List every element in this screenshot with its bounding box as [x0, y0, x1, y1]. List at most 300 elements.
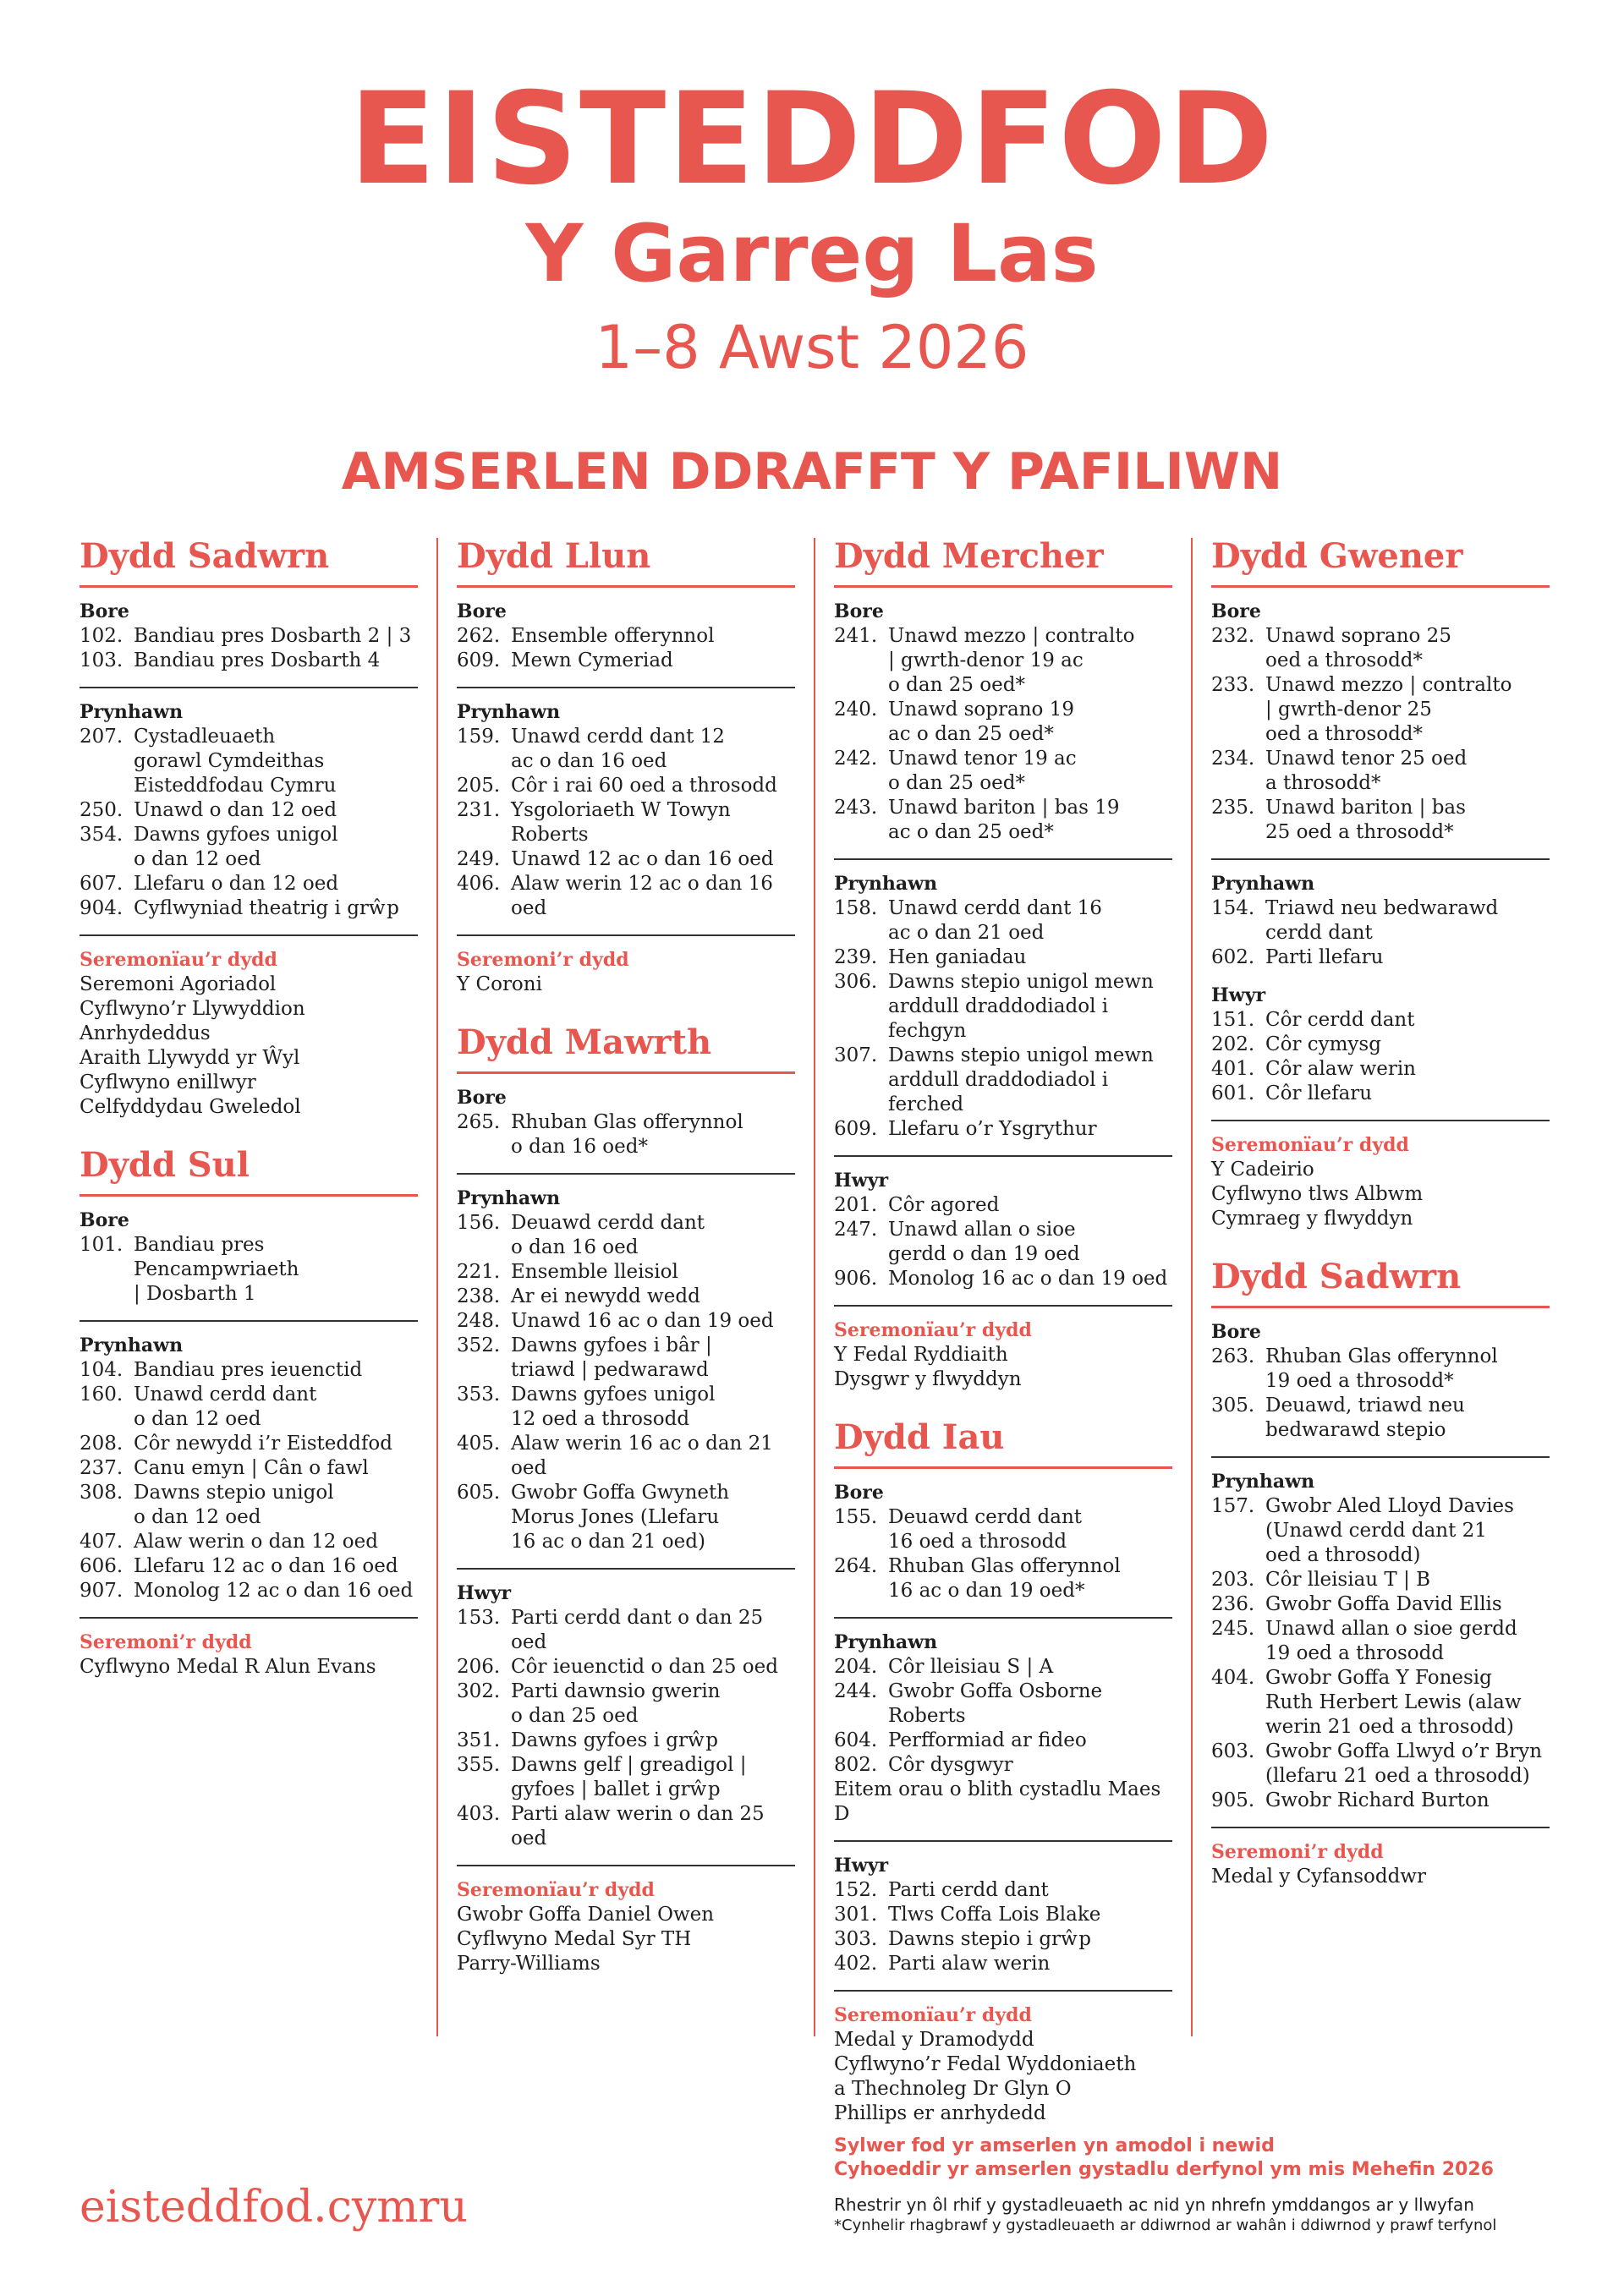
- competition-name: Dawns stepio unigol mewn arddull draddodiadol i ferched: [888, 1044, 1154, 1115]
- competition-number: 354.: [80, 824, 123, 846]
- session-block: [834, 1481, 1172, 1619]
- competition-number: 609.: [457, 649, 501, 671]
- competition-name: Unawd soprano 19 ac o dan 25 oed*: [888, 699, 1074, 745]
- competition-item: [1211, 796, 1550, 845]
- competition-name: Monolog 12 ac o dan 16 oed: [134, 1580, 414, 1602]
- ceremony-line: Cyflwyno tlws Albwm: [1211, 1183, 1424, 1205]
- competition-item: [834, 1927, 1172, 1952]
- competition-item: [1211, 896, 1550, 945]
- competition-name: Cystadleuaeth gorawl Cymdeithas Eisteddfodau Cymru: [134, 726, 337, 797]
- session-extra-note: Eitem orau o blith cystadlu Maes D: [834, 1778, 1161, 1825]
- competition-number: 401.: [1211, 1058, 1255, 1080]
- competition-item: [457, 1285, 795, 1309]
- ceremony-line: Cyflwyno Medal R Alun Evans: [80, 1656, 376, 1678]
- competition-item: [457, 1211, 795, 1260]
- competition-number: 234.: [1211, 748, 1255, 770]
- competition-number: 302.: [457, 1680, 501, 1702]
- competition-name: Dawns gyfoes unigol 12 oed a throsodd: [511, 1384, 716, 1430]
- competition-name: Alaw werin o dan 12 oed: [134, 1531, 378, 1553]
- competition-item: [457, 1481, 795, 1554]
- competition-number: 603.: [1211, 1740, 1255, 1762]
- competition-name: Bandiau pres Dosbarth 4: [134, 649, 381, 671]
- competition-name: Parti dawnsio gwerin o dan 25 oed: [511, 1680, 721, 1727]
- session-title: Prynhawn: [834, 873, 938, 895]
- session-block: [1211, 872, 1550, 984]
- competition-name: Unawd 12 ac o dan 16 oed: [511, 848, 774, 870]
- competition-number: 402.: [834, 1953, 878, 1975]
- competition-name: Mewn Cymeriad: [511, 649, 673, 671]
- competition-number: 264.: [834, 1555, 878, 1577]
- competition-name: Côr ieuenctid o dan 25 oed: [511, 1656, 778, 1678]
- day-heading: Dydd Sul: [80, 1143, 418, 1197]
- competition-name: Côr i rai 60 oed a throsodd: [511, 775, 777, 797]
- competition-name: Alaw werin 16 ac o dan 21 oed: [511, 1433, 773, 1479]
- column-2: [457, 534, 795, 1983]
- competition-number: 263.: [1211, 1345, 1255, 1367]
- competition-item: [80, 872, 418, 896]
- ceremony-line: Celfyddydau Gweledol: [80, 1096, 301, 1118]
- ceremony-block: [834, 2003, 1172, 2126]
- competition-item: [457, 847, 795, 872]
- competition-item: [1211, 747, 1550, 796]
- session-title: Bore: [1211, 1321, 1261, 1343]
- session-title: Bore: [834, 1482, 884, 1504]
- competition-item: [80, 624, 418, 649]
- competition-number: 154.: [1211, 897, 1255, 919]
- competition-item: [457, 1802, 795, 1851]
- competition-item: [1211, 1592, 1550, 1617]
- competition-item: [80, 896, 418, 921]
- competition-name: Ensemble lleisiol: [511, 1261, 678, 1283]
- ceremony-line: Cymraeg y flwyddyn: [1211, 1208, 1413, 1230]
- competition-name: Dawns stepio unigol o dan 12 oed: [134, 1482, 334, 1528]
- competition-name: Canu emyn | Cân o fawl: [134, 1457, 369, 1479]
- competition-number: 802.: [834, 1754, 878, 1776]
- competition-name: Bandiau pres ieuenctid: [134, 1359, 363, 1381]
- competition-number: 232.: [1211, 625, 1255, 647]
- competition-item: [457, 1334, 795, 1383]
- session-title: Bore: [1211, 600, 1261, 622]
- competition-name: Dawns gyfoes i bâr | triawd | pedwarawd: [511, 1334, 712, 1381]
- competition-item: [80, 1233, 418, 1307]
- ceremony-block: [1211, 1133, 1550, 1231]
- ceremony-title: Seremonïau’r dydd: [834, 2004, 1032, 2026]
- competition-number: 201.: [834, 1194, 878, 1216]
- competition-number: 153.: [457, 1607, 501, 1629]
- competition-item: [834, 698, 1172, 747]
- session-title: Bore: [457, 1087, 507, 1109]
- ceremony-title: Seremoni’r dydd: [80, 1631, 252, 1653]
- ceremony-block: [1211, 1840, 1550, 1889]
- competition-item: [834, 1952, 1172, 1976]
- competition-number: 247.: [834, 1219, 878, 1241]
- ceremony-title: Seremoni’r dydd: [457, 949, 629, 971]
- competition-item: [834, 1044, 1172, 1117]
- day-heading: Dydd Iau: [834, 1416, 1172, 1469]
- session-title: Prynhawn: [80, 1334, 184, 1356]
- competition-name: Unawd mezzo | contralto | gwrth-denor 19 ac o dan 25 oed*: [888, 625, 1135, 696]
- competition-item: [1211, 1394, 1550, 1443]
- competition-number: 157.: [1211, 1495, 1255, 1517]
- competition-item: [1211, 1008, 1550, 1033]
- competition-number: 160.: [80, 1384, 123, 1406]
- competition-number: 403.: [457, 1803, 501, 1825]
- ceremony-line: Y Coroni: [457, 973, 542, 995]
- website-link[interactable]: eisteddfod.cymru: [80, 2182, 468, 2233]
- session-title: Prynhawn: [834, 1631, 938, 1653]
- competition-number: 249.: [457, 848, 501, 870]
- session-block: [457, 700, 795, 936]
- session-block: [1211, 1470, 1550, 1828]
- competition-number: 406.: [457, 873, 501, 895]
- competition-name: Parti cerdd dant: [888, 1879, 1049, 1901]
- competition-name: Unawd cerdd dant o dan 12 oed: [134, 1384, 317, 1430]
- ceremony-line: Y Fedal Ryddiaith: [834, 1344, 1008, 1366]
- competition-name: Gwobr Goffa Gwyneth Morus Jones (Llefaru 16 ac o dan 21 oed): [511, 1482, 730, 1553]
- competition-number: 306.: [834, 971, 878, 993]
- ceremony-title: Seremoni’r dydd: [1211, 1841, 1384, 1863]
- competition-number: 905.: [1211, 1789, 1255, 1811]
- ceremony-line: Phillips er anrhydedd: [834, 2102, 1046, 2124]
- competition-number: 239.: [834, 946, 878, 968]
- competition-name: Unawd allan o sioe gerdd o dan 19 oed: [888, 1219, 1080, 1265]
- competition-number: 240.: [834, 699, 878, 721]
- competition-name: Parti llefaru: [1265, 946, 1384, 968]
- competition-number: 606.: [80, 1555, 123, 1577]
- competition-number: 904.: [80, 897, 123, 919]
- competition-name: Ar ei newydd wedd: [511, 1285, 700, 1307]
- competition-name: Rhuban Glas offerynnol o dan 16 oed*: [511, 1111, 743, 1158]
- session-title: Bore: [834, 600, 884, 622]
- competition-number: 155.: [834, 1506, 878, 1528]
- competition-item: [834, 1505, 1172, 1554]
- schedule-title: AMSERLEN DDRAFFT Y PAFILIWN: [341, 442, 1283, 501]
- session-block: [1211, 984, 1550, 1121]
- competition-number: 204.: [834, 1656, 878, 1678]
- ceremony-block: [457, 948, 795, 997]
- competition-number: 206.: [457, 1656, 501, 1678]
- session-title: Hwyr: [834, 1855, 889, 1877]
- competition-name: Bandiau pres Pencampwriaeth | Dosbarth 1: [134, 1234, 299, 1305]
- competition-item: [834, 747, 1172, 796]
- competition-item: [457, 1309, 795, 1334]
- competition-item: [1211, 1057, 1550, 1082]
- competition-item: [80, 1383, 418, 1432]
- competition-item: [1211, 1082, 1550, 1106]
- competition-number: 906.: [834, 1268, 878, 1290]
- competition-number: 236.: [1211, 1593, 1255, 1615]
- competition-name: Gwobr Goffa Osborne Roberts: [888, 1680, 1103, 1727]
- competition-item: [80, 1456, 418, 1481]
- ceremony-line: Cyflwyno’r Fedal Wyddoniaeth: [834, 2053, 1137, 2075]
- competition-number: 242.: [834, 748, 878, 770]
- competition-number: 151.: [1211, 1009, 1255, 1031]
- competition-name: Gwobr Goffa Y Fonesig Ruth Herbert Lewis (alaw werin 21 oed a throsodd): [1265, 1667, 1522, 1738]
- competition-number: 609.: [834, 1118, 878, 1140]
- competition-name: Unawd tenor 19 ac o dan 25 oed*: [888, 748, 1077, 794]
- competition-item: [457, 1655, 795, 1680]
- ceremony-block: [80, 948, 418, 1120]
- competition-name: Unawd allan o sioe gerdd 19 oed a throsodd: [1265, 1618, 1517, 1664]
- competition-item: [457, 798, 795, 847]
- column-divider: [436, 538, 438, 2036]
- competition-number: 231.: [457, 799, 501, 821]
- competition-number: 245.: [1211, 1618, 1255, 1640]
- competition-number: 265.: [457, 1111, 501, 1133]
- competition-number: 104.: [80, 1359, 123, 1381]
- ceremony-line: Medal y Dramodydd: [834, 2029, 1034, 2051]
- ceremony-block: [457, 1878, 795, 1976]
- competition-name: Côr cymysg: [1265, 1033, 1381, 1055]
- competition-number: 250.: [80, 799, 123, 821]
- note-preliminary: *Cynhelir rhagbrawf y gystadleuaeth ar ddiwrnod ar wahân i ddiwrnod y prawf terfynol: [834, 2217, 1497, 2234]
- competition-number: 907.: [80, 1580, 123, 1602]
- competition-number: 203.: [1211, 1569, 1255, 1591]
- competition-name: Côr agored: [888, 1194, 1000, 1216]
- competition-item: [834, 1554, 1172, 1603]
- session-block: [1211, 1320, 1550, 1458]
- competition-name: Gwobr Aled Lloyd Davies (Unawd cerdd dant 21 oed a throsodd): [1265, 1495, 1514, 1566]
- session-block: [80, 1334, 418, 1619]
- day-heading: Dydd Mercher: [834, 534, 1172, 588]
- session-title: Hwyr: [1211, 984, 1266, 1006]
- competition-name: Llefaru o dan 12 oed: [134, 873, 339, 895]
- competition-name: Monolog 16 ac o dan 19 oed: [888, 1268, 1168, 1290]
- competition-name: Parti alaw werin: [888, 1953, 1051, 1975]
- competition-number: 241.: [834, 625, 878, 647]
- day-heading: Dydd Mawrth: [457, 1021, 795, 1074]
- competition-item: [834, 796, 1172, 845]
- competition-number: 205.: [457, 775, 501, 797]
- competition-number: 605.: [457, 1482, 501, 1504]
- session-title: Prynhawn: [80, 701, 184, 723]
- competition-item: [834, 1903, 1172, 1927]
- ceremony-line: Araith Llywydd yr Ŵyl: [80, 1047, 300, 1069]
- competition-number: 238.: [457, 1285, 501, 1307]
- competition-name: Rhuban Glas offerynnol 16 ac o dan 19 oed*: [888, 1555, 1121, 1602]
- ceremony-block: [834, 1318, 1172, 1392]
- competition-item: [1211, 1789, 1550, 1813]
- competition-item: [834, 1655, 1172, 1680]
- ceremony-title: Seremonïau’r dydd: [457, 1879, 655, 1901]
- competition-number: 244.: [834, 1680, 878, 1702]
- competition-number: 103.: [80, 649, 123, 671]
- session-block: [80, 1208, 418, 1322]
- competition-number: 352.: [457, 1334, 501, 1356]
- competition-name: Llefaru o’r Ysgrythur: [888, 1118, 1097, 1140]
- competition-item: [1211, 1740, 1550, 1789]
- competition-name: Côr lleisiau S | A: [888, 1656, 1054, 1678]
- competition-name: Unawd tenor 25 oed a throsodd*: [1265, 748, 1468, 794]
- session-title: Prynhawn: [457, 701, 561, 723]
- competition-item: [1211, 1666, 1550, 1740]
- competition-number: 102.: [80, 625, 123, 647]
- session-block: [834, 1630, 1172, 1842]
- competition-number: 248.: [457, 1310, 501, 1332]
- competition-number: 602.: [1211, 946, 1255, 968]
- competition-name: Ensemble offerynnol: [511, 625, 715, 647]
- competition-item: [834, 1729, 1172, 1753]
- competition-item: [80, 823, 418, 872]
- session-title: Hwyr: [834, 1170, 889, 1192]
- competition-name: Unawd soprano 25 oed a throsodd*: [1265, 625, 1451, 671]
- competition-name: Unawd cerdd dant 16 ac o dan 21 oed: [888, 897, 1102, 944]
- competition-name: Triawd neu bedwarawd cerdd dant: [1265, 897, 1499, 944]
- session-title: Bore: [457, 600, 507, 622]
- competition-number: 355.: [457, 1754, 501, 1776]
- competition-name: Dawns stepio i grŵp: [888, 1928, 1092, 1950]
- competition-item: [80, 1530, 418, 1554]
- place-title: Y Garreg Las: [525, 208, 1099, 300]
- competition-number: 262.: [457, 625, 501, 647]
- competition-item: [457, 1680, 795, 1729]
- competition-item: [457, 1729, 795, 1753]
- competition-item: [1211, 1345, 1550, 1394]
- competition-item: [457, 1260, 795, 1285]
- competition-number: 404.: [1211, 1667, 1255, 1689]
- competition-name: Unawd bariton | bas 19 ac o dan 25 oed*: [888, 797, 1120, 843]
- competition-number: 407.: [80, 1531, 123, 1553]
- session-block: [834, 600, 1172, 860]
- day-heading: Dydd Llun: [457, 534, 795, 588]
- competition-number: 156.: [457, 1212, 501, 1234]
- competition-item: [457, 1753, 795, 1802]
- competition-item: [1211, 1494, 1550, 1568]
- competition-item: [834, 1218, 1172, 1267]
- ceremony-line: Seremoni Agoriadol: [80, 973, 277, 995]
- column-divider: [814, 538, 815, 2036]
- competition-name: Deuawd cerdd dant 16 oed a throsodd: [888, 1506, 1083, 1553]
- ceremony-line: Cyflwyno Medal Syr TH: [457, 1928, 692, 1950]
- event-dates: 1–8 Awst 2026: [595, 313, 1029, 382]
- competition-item: [80, 1358, 418, 1383]
- session-block: [80, 600, 418, 688]
- competition-name: Parti alaw werin o dan 25 oed: [511, 1803, 765, 1849]
- brand-title: EISTEDDFOD: [348, 66, 1276, 213]
- competition-name: Dawns gelf | greadigol | gyfoes | ballet i grŵp: [511, 1754, 747, 1800]
- competition-item: [834, 1680, 1172, 1729]
- competition-item: [457, 1110, 795, 1159]
- competition-number: 353.: [457, 1384, 501, 1406]
- competition-number: 152.: [834, 1879, 878, 1901]
- competition-item: [834, 1878, 1172, 1903]
- competition-name: Rhuban Glas offerynnol 19 oed a throsodd*: [1265, 1345, 1498, 1392]
- competition-name: Gwobr Goffa Llwyd o’r Bryn (llefaru 21 oed a throsodd): [1265, 1740, 1543, 1787]
- day-heading: Dydd Sadwrn: [1211, 1255, 1550, 1308]
- ceremony-block: [80, 1630, 418, 1680]
- competition-item: [1211, 1033, 1550, 1057]
- competition-number: 303.: [834, 1928, 878, 1950]
- competition-number: 301.: [834, 1904, 878, 1926]
- competition-number: 237.: [80, 1457, 123, 1479]
- session-title: Prynhawn: [1211, 1471, 1315, 1493]
- competition-item: [457, 1383, 795, 1432]
- competition-item: [1211, 1568, 1550, 1592]
- note-final-schedule: Cyhoeddir yr amserlen gystadlu derfynol ym mis Mehefin 2026: [834, 2159, 1494, 2180]
- column-3: [834, 534, 1172, 2133]
- competition-item: [457, 774, 795, 798]
- competition-name: Dawns stepio unigol mewn arddull draddodiadol i fechgyn: [888, 971, 1154, 1042]
- competition-number: 607.: [80, 873, 123, 895]
- session-block: [834, 1169, 1172, 1307]
- competition-item: [80, 1432, 418, 1456]
- session-title: Prynhawn: [457, 1187, 561, 1209]
- competition-number: 243.: [834, 797, 878, 819]
- competition-item: [80, 798, 418, 823]
- ceremony-line: Anrhydeddus: [80, 1022, 211, 1044]
- session-title: Bore: [80, 1209, 129, 1231]
- competition-number: 351.: [457, 1729, 501, 1751]
- column-4: [1211, 534, 1550, 1896]
- session-block: [457, 1186, 795, 1570]
- competition-name: Côr newydd i’r Eisteddfod: [134, 1433, 392, 1455]
- session-title: Hwyr: [457, 1582, 512, 1604]
- competition-name: Unawd bariton | bas 25 oed a throsodd*: [1265, 797, 1466, 843]
- competition-number: 221.: [457, 1261, 501, 1283]
- competition-item: [1211, 624, 1550, 673]
- competition-item: [457, 624, 795, 649]
- competition-number: 158.: [834, 897, 878, 919]
- competition-item: [80, 1481, 418, 1530]
- competition-number: 307.: [834, 1044, 878, 1066]
- ceremony-line: Gwobr Goffa Daniel Owen: [457, 1904, 715, 1926]
- competition-item: [834, 1267, 1172, 1291]
- competition-name: Côr cerdd dant: [1265, 1009, 1415, 1031]
- competition-name: Unawd o dan 12 oed: [134, 799, 337, 821]
- column-1: [80, 534, 418, 1686]
- competition-name: Côr lleisiau T | B: [1265, 1569, 1431, 1591]
- competition-number: 305.: [1211, 1395, 1255, 1417]
- ceremony-line: Dysgwr y flwyddyn: [834, 1368, 1022, 1390]
- competition-number: 207.: [80, 726, 123, 748]
- ceremony-title: Seremonïau’r dydd: [1211, 1134, 1409, 1156]
- session-block: [80, 700, 418, 936]
- session-block: [834, 1854, 1172, 1992]
- competition-number: 159.: [457, 726, 501, 748]
- column-divider: [1191, 538, 1193, 2036]
- competition-number: 601.: [1211, 1082, 1255, 1104]
- competition-number: 604.: [834, 1729, 878, 1751]
- session-title: Bore: [80, 600, 129, 622]
- ceremony-title: Seremonïau’r dydd: [834, 1319, 1032, 1341]
- competition-number: 233.: [1211, 674, 1255, 696]
- competition-item: [457, 1606, 795, 1655]
- competition-name: Llefaru 12 ac o dan 16 oed: [134, 1555, 398, 1577]
- ceremony-line: Cyflwyno enillwyr: [80, 1071, 256, 1093]
- ceremony-line: Y Cadeirio: [1211, 1159, 1314, 1181]
- competition-name: Parti cerdd dant o dan 25 oed: [511, 1607, 764, 1653]
- competition-item: [834, 624, 1172, 698]
- ceremony-line: Parry-Williams: [457, 1953, 601, 1975]
- competition-name: Tlws Coffa Lois Blake: [888, 1904, 1101, 1926]
- competition-name: Hen ganiadau: [888, 946, 1027, 968]
- session-block: [457, 1581, 795, 1866]
- competition-name: Bandiau pres Dosbarth 2 | 3: [134, 625, 412, 647]
- ceremony-line: Medal y Cyfansoddwr: [1211, 1866, 1426, 1888]
- session-block: [457, 1086, 795, 1175]
- competition-item: [834, 970, 1172, 1044]
- page-header: [0, 66, 1624, 506]
- session-block: [834, 872, 1172, 1157]
- competition-item: [457, 872, 795, 921]
- competition-item: [1211, 673, 1550, 747]
- competition-number: 202.: [1211, 1033, 1255, 1055]
- competition-item: [457, 725, 795, 774]
- session-title: Prynhawn: [1211, 873, 1315, 895]
- competition-item: [80, 725, 418, 798]
- competition-name: Unawd cerdd dant 12 ac o dan 16 oed: [511, 726, 725, 772]
- competition-name: Ysgoloriaeth W Towyn Roberts: [511, 799, 731, 846]
